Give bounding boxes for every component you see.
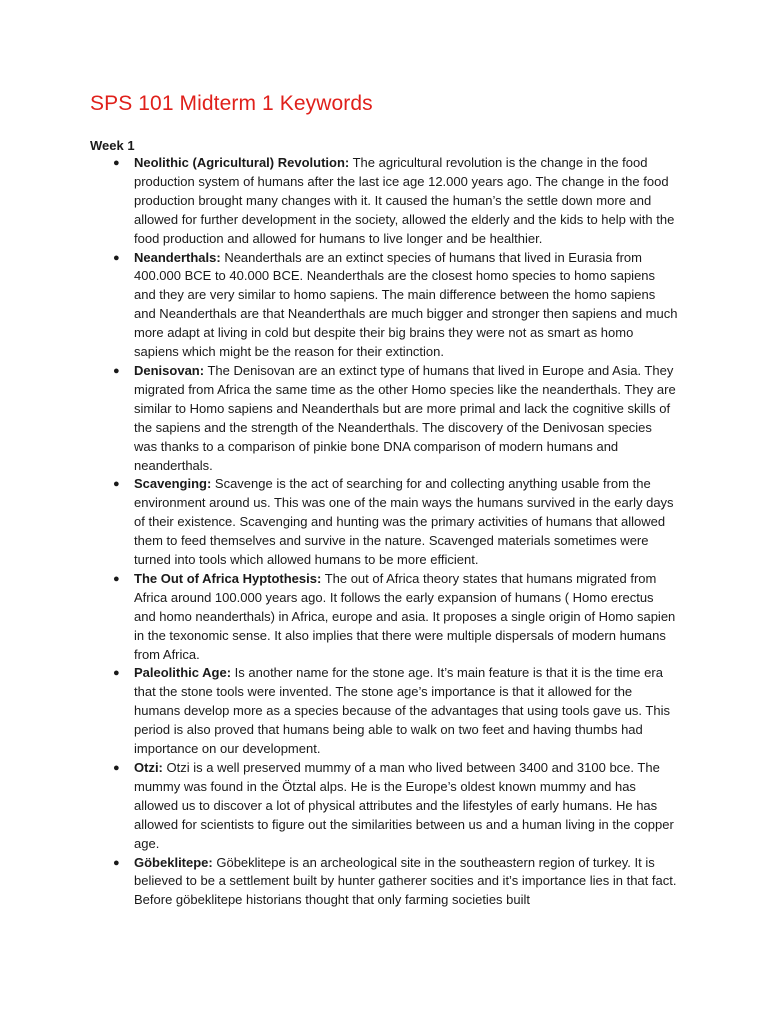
- bullet-icon: ●: [113, 856, 120, 869]
- keyword-term: Denisovan:: [134, 362, 205, 378]
- keyword-definition: The out of Africa theory states that humans migrated from Africa around 100.000 years ago. It follows the early expansion of humans ( Homo erectus and homo neanderthals) in Africa, europe and asia. It proposes a single origin of Homo sapien in the texonomic sense. It also implies that there were multiple dispersals of modern humans from Africa.: [134, 570, 676, 662]
- keyword-item-neolithic-revolution: [0, 154, 768, 249]
- keyword-definition: Is another name for the stone age. It’s main feature is that it is the time era that the stone tools were invented. The stone age’s importance is that it allowed for the humans develop more as a species because of the advantages that using tools gave us. This period is also proved that humans being able to walk on two feet and having thumbs had importance on our development.: [134, 665, 670, 757]
- keyword-definition: The Denisovan are an extinct type of humans that lived in Europe and Asia. They migrated from Africa the same time as the other Homo species like the neanderthals. They are similar to Homo sapiens and Neanderthals but are more primal and lack the cognitive skills of the sapiens and the strength of the Neanderthals. The discovery of the Denivosan species was thanks to a comparison of pinkie bone DNA comparison of modern humans and neanderthals.: [134, 362, 676, 473]
- bullet-icon: ●: [113, 251, 120, 264]
- bullet-icon: ●: [113, 667, 120, 680]
- keyword-item-denisovan: [0, 362, 768, 475]
- keyword-term: Otzi:: [134, 760, 163, 775]
- keyword-definition: Göbeklitepe is an archeological site in the southeastern region of turkey. It is believed to be a settlement built by hunter gatherer socities and it’s importance lies in that fact. Before göbeklitepe historians thought that only farming societies built: [134, 854, 677, 908]
- keyword-item-paleolithic-age: [0, 664, 768, 759]
- keyword-list: [0, 154, 768, 910]
- keyword-term: Scavenging:: [134, 476, 212, 492]
- keyword-item-scavenging: [0, 475, 768, 570]
- section-heading-week-1: Week 1: [90, 138, 135, 153]
- keyword-term: Göbeklitepe:: [134, 854, 213, 870]
- keyword-item-neanderthals: [0, 249, 768, 362]
- document-title: SPS 101 Midterm 1 Keywords: [90, 92, 373, 115]
- keyword-term: Paleolithic Age:: [134, 665, 232, 681]
- keyword-definition: Scavenge is the act of searching for and collecting anything usable from the environment around us. This was one of the main ways the humans survived in the early days of their existence. Scavenging and hunting was the primary activities of humans that allowed them to feed themselves and survive in the nature. Scavenged materials sometimes were turned into tools which allowed humans to be more efficient.: [134, 476, 674, 568]
- bullet-icon: ●: [113, 478, 120, 491]
- bullet-icon: ●: [113, 572, 120, 585]
- keyword-item-out-of-africa: [0, 570, 768, 665]
- bullet-icon: ●: [113, 762, 120, 774]
- keyword-definition: Otzi is a well preserved mummy of a man who lived between 3400 and 3100 bce. The mummy was found in the Ötztal alps. He is the Europe’s oldest known mummy and has allowed us to discover a lot of physical attributes and the lifestyles of early humans. He has allowed for scientists to figure out the similarities between us and a human living in the copper age.: [134, 760, 674, 851]
- keyword-term: Neolithic (Agricultural) Revolution:: [134, 155, 350, 170]
- bullet-icon: ●: [113, 364, 120, 377]
- keyword-item-gobeklitepe: [0, 854, 768, 911]
- keyword-item-otzi: [0, 759, 768, 854]
- keyword-definition: The agricultural revolution is the change in the food production system of humans after the last ice age 12.000 years ago. The change in the food production brought many changes with it. It caused the human’s the settle down more and allowed for further development in the society, allowed the elderly and the kids to help with the food production and allowed for humans to live longer and be healthier.: [134, 155, 675, 246]
- keyword-term: The Out of Africa Hyptothesis:: [134, 570, 322, 586]
- keyword-term: Neanderthals:: [134, 249, 221, 265]
- keyword-definition: Neanderthals are an extinct species of humans that lived in Eurasia from 400.000 BCE to 40.000 BCE. Neanderthals are the closest homo species to homo sapiens and they are very similar to homo sapiens. The main difference between the homo sapiens and Neanderthals are that Neanderthals are much bigger and stronger then sapiens and much more adapt at living in cold but despite their big brains they were not as smart as homo sapiens which might be the reason for their extinction.: [134, 249, 678, 360]
- bullet-icon: ●: [113, 157, 120, 169]
